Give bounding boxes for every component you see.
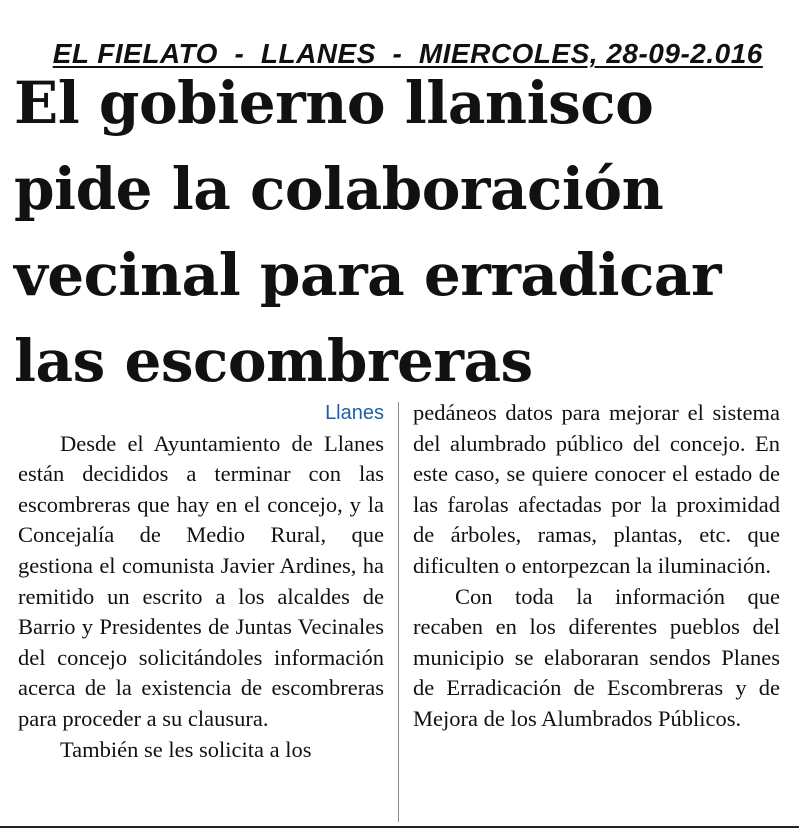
article-column-right — [413, 398, 780, 735]
headline-line-3: vecinal para erradicar — [14, 241, 722, 309]
column-divider — [398, 402, 399, 822]
headline-line-1: El gobierno llanisco — [14, 69, 654, 137]
article-paragraph-1: Desde el Ayuntamiento de Llanes están decididos a terminar con las escombreras que hay en el concejo, y la Concejalía de Medio Rural, que gestiona el comunista Javier Ardines, ha remitido un escrito a los alcaldes de Barrio y Presidentes de Juntas Vecinales del concejo solicitándoles información acerca de la existencia de escombreras para proceder a su clausura. — [18, 430, 384, 731]
article-column-left — [18, 398, 384, 765]
headline — [14, 60, 794, 404]
headline-line-2: pide la colaboración — [14, 155, 664, 223]
headline-line-4: las escombreras — [14, 327, 533, 395]
article-paragraph-2: También se les solicita a los — [60, 736, 312, 762]
masthead-text: EL FIELATO - LLANES - MIERCOLES, 28-09-2.016 — [52, 38, 763, 69]
article-paragraph-4: Con toda la información que recaben en los diferentes pueblos del municipio se elaboraran sendos Planes de Erradicación de Escombreras y de Mejora de los Alumbrados Públicos. — [413, 583, 780, 731]
bottom-rule — [0, 826, 799, 828]
article-location: Llanes — [325, 402, 384, 424]
article-paragraph-3: pedáneos datos para mejorar el sistema del alumbrado público del concejo. En este caso, se quiere conocer el estado de las farolas afectadas por la proximidad de árboles, ramas, plantas, etc. que dificulten o entorpezcan la iluminación. — [413, 400, 780, 578]
